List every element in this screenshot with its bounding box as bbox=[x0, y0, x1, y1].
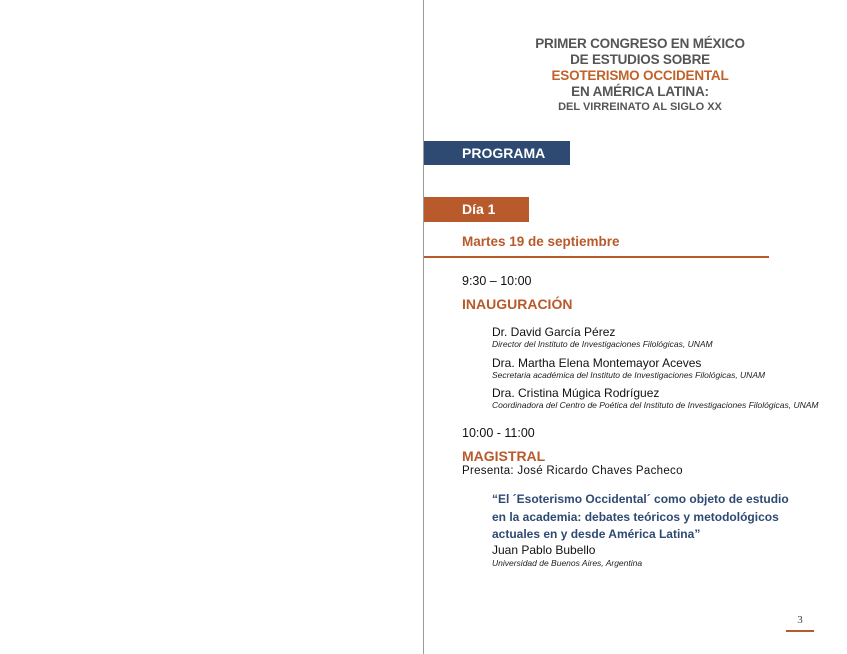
participant-1 bbox=[492, 325, 822, 350]
session-2-presenter: Presenta: José Ricardo Chaves Pacheco bbox=[462, 465, 683, 477]
congress-title bbox=[500, 36, 780, 115]
title-line-2: DE ESTUDIOS SOBRE bbox=[570, 52, 710, 67]
keynote-speaker bbox=[492, 543, 792, 569]
participant-3 bbox=[492, 386, 822, 411]
participant-name: Dra. Martha Elena Montemayor Aceves bbox=[492, 356, 702, 370]
page-number: 3 bbox=[797, 614, 803, 626]
day-banner: Día 1 bbox=[424, 197, 529, 222]
participant-name: Dra. Cristina Múgica Rodríguez bbox=[492, 386, 660, 400]
participant-role: Director del Instituto de Investigaciones Filológicas, UNAM bbox=[492, 339, 713, 349]
participant-role: Coordinadora del Centro de Poética del Instituto de Investigaciones Filológicas, UNAM bbox=[492, 400, 819, 410]
session-1-title: INAUGURACIÓN bbox=[462, 296, 573, 312]
keynote-title: “El ´Esoterismo Occidental´ como objeto de estudio en la academia: debates teóricos y metodológicos actuales en y desde América Latina” bbox=[492, 492, 789, 541]
participant-name: Dr. David García Pérez bbox=[492, 325, 616, 339]
page-number-underline bbox=[786, 630, 814, 632]
speaker-name: Juan Pablo Bubello bbox=[492, 543, 596, 557]
session-1-time: 9:30 – 10:00 bbox=[462, 274, 532, 288]
date-underline bbox=[424, 256, 769, 258]
program-banner: PROGRAMA bbox=[424, 141, 570, 165]
session-2-time: 10:00 - 11:00 bbox=[462, 426, 535, 440]
session-date: Martes 19 de septiembre bbox=[462, 234, 620, 249]
session-2-title: MAGISTRAL bbox=[462, 448, 546, 464]
title-line-3: ESOTERISMO OCCIDENTAL bbox=[551, 68, 729, 83]
page-fold-divider bbox=[423, 0, 424, 654]
title-line-4: EN AMÉRICA LATINA: bbox=[571, 84, 709, 99]
title-line-1: PRIMER CONGRESO EN MÉXICO bbox=[535, 36, 745, 51]
participant-role: Secretaria académica del Instituto de Investigaciones Filológicas, UNAM bbox=[492, 370, 766, 380]
speaker-affiliation: Universidad de Buenos Aires, Argentina bbox=[492, 558, 643, 568]
title-subtitle: DEL VIRREINATO AL SIGLO XX bbox=[558, 101, 722, 113]
participant-2 bbox=[492, 356, 822, 381]
